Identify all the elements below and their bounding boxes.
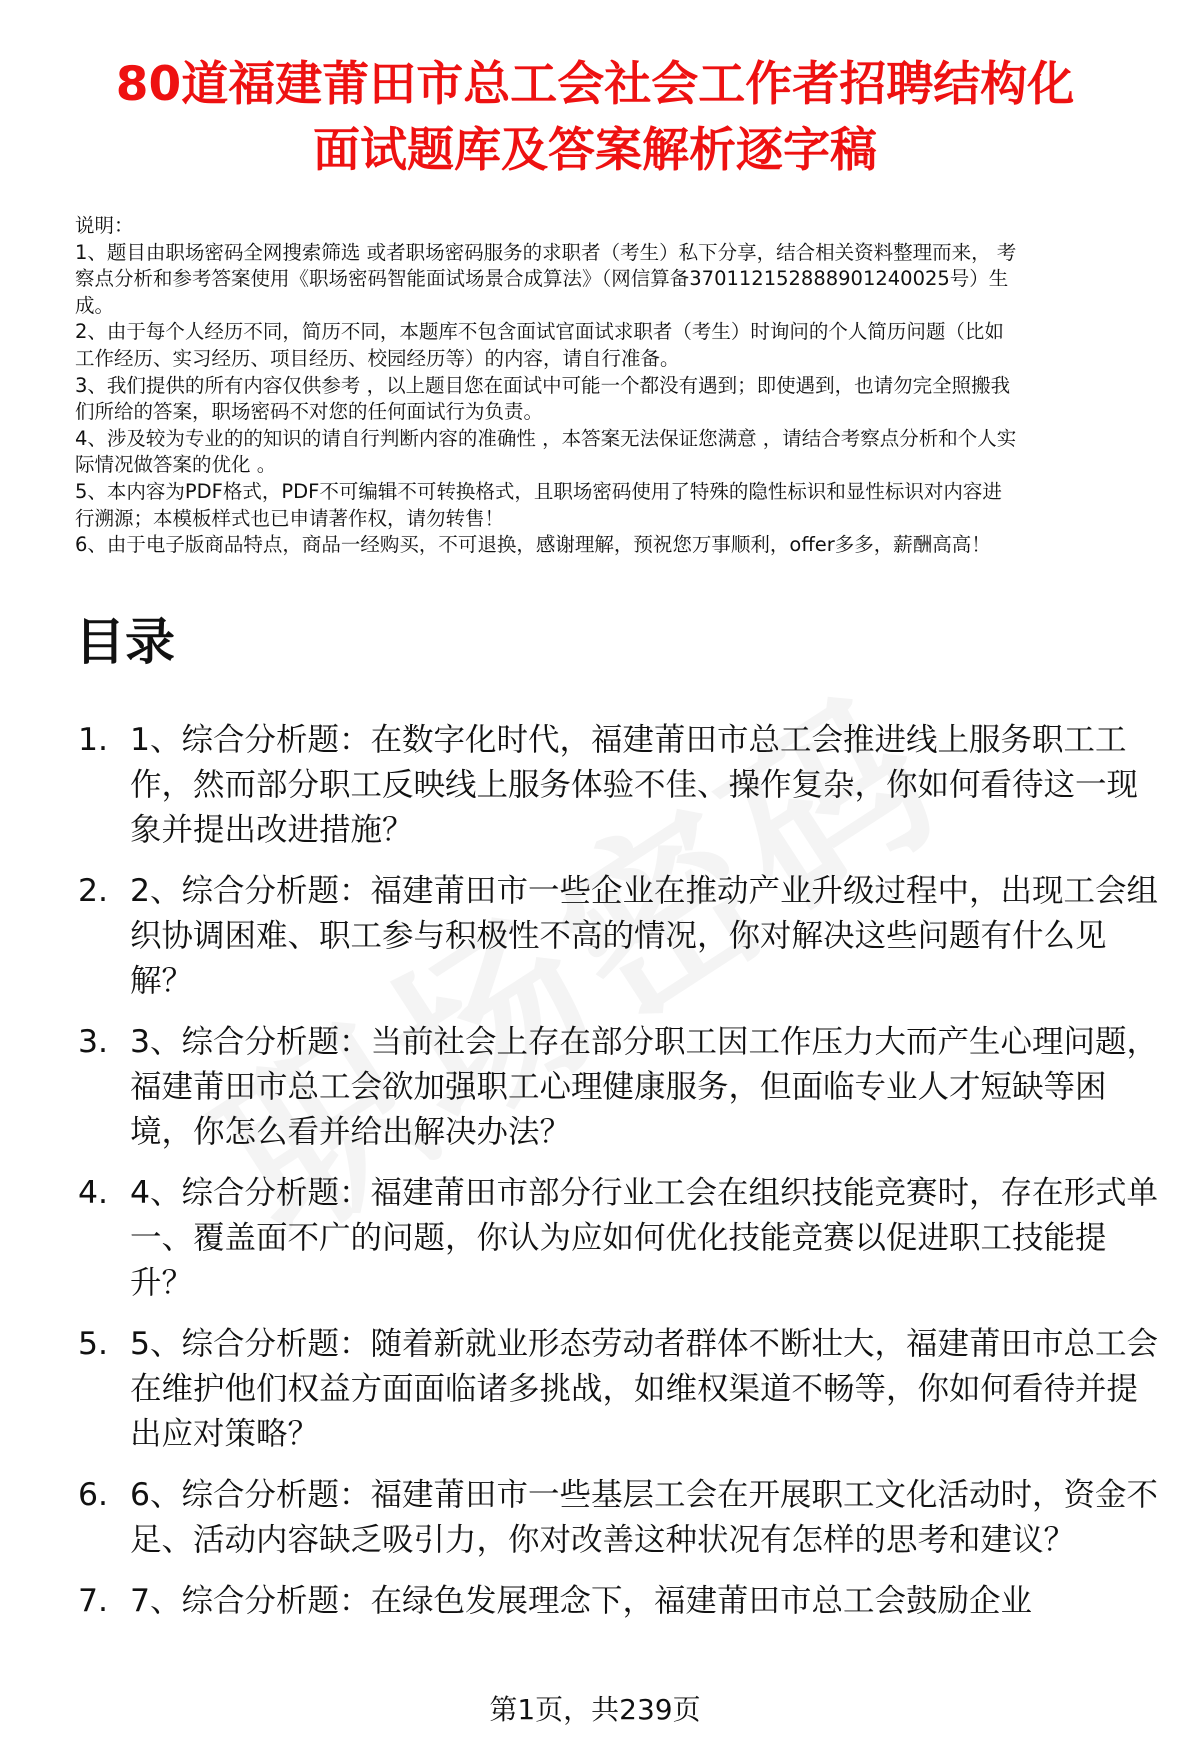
toc-item[interactable] (78, 1322, 1168, 1457)
toc-heading: 目录 (75, 613, 175, 671)
notes-line: 4、涉及较为专业的的知识的请自行判断内容的准确性 ，本答案无法保证您满意 ，请结合考察点分析和个人实 (75, 426, 1017, 450)
toc-item[interactable] (78, 1020, 1168, 1155)
toc-item-text[interactable]: 2、综合分析题：福建莆田市一些企业在推动产业升级过程中，出现工会组织协调困难、职工参与积极性不高的情况，你对解决这些问题有什么见解？ (130, 873, 1159, 999)
notes-heading: 说明： (75, 214, 134, 237)
toc-item[interactable] (78, 1473, 1168, 1563)
toc-item-text[interactable]: 4、综合分析题：福建莆田市部分行业工会在组织技能竞赛时，存在形式单一、覆盖面不广的问题，你认为应如何优化技能竞赛以促进职工技能提升？ (130, 1175, 1159, 1301)
toc-item-number: 3. (78, 1024, 109, 1060)
toc-list (78, 718, 1168, 1640)
toc-item-text[interactable]: 1、综合分析题：在数字化时代，福建莆田市总工会推进线上服务职工工作，然而部分职工反映线上服务体验不佳、操作复杂，你如何看待这一现象并提出改进措施？ (130, 722, 1139, 848)
document-title-line2: 面试题库及答案解析逐字稿 (313, 123, 877, 178)
notes-line: 工作经历、实习经历、项目经历、校园经历等）的内容，请自行准备。 (75, 346, 680, 370)
notes-line: 际情况做答案的优化 。 (75, 453, 277, 477)
toc-item-text[interactable]: 3、综合分析题：当前社会上存在部分职工因工作压力大而产生心理问题，福建莆田市总工会欲加强职工心理健康服务，但面临专业人才短缺等困境，你怎么看并给出解决办法？ (130, 1024, 1159, 1150)
notes-line: 6、由于电子版商品特点，商品一经购买，不可退换，感谢理解，预祝您万事顺利，offer多多，薪酬高高！ (75, 533, 991, 557)
toc-item-number: 7. (78, 1583, 109, 1619)
notes-line: 察点分析和参考答案使用《职场密码智能面试场景合成算法》（网信算备370112152888901240025号）生 (75, 267, 1009, 291)
toc-item-number: 6. (78, 1477, 109, 1513)
page-footer: 第1页，共239页 (489, 1693, 701, 1726)
document-title (60, 52, 1130, 184)
toc-item-number: 1. (78, 722, 109, 758)
toc-item[interactable] (78, 1171, 1168, 1306)
notes-line: 们所给的答案，职场密码不对您的任何面试行为负责。 (75, 400, 544, 424)
toc-item-number: 5. (78, 1326, 109, 1362)
toc-item[interactable] (78, 1579, 1168, 1624)
notes-line: 成。 (75, 293, 115, 317)
toc-item[interactable] (78, 869, 1168, 1004)
toc-item[interactable] (78, 718, 1168, 853)
notes-section (75, 213, 1165, 559)
notes-line: 2、由于每个人经历不同，简历不同，本题库不包含面试官面试求职者（考生）时询问的个人简历问题（比如 (75, 320, 1004, 344)
notes-line: 1、题目由职场密码全网搜索筛选 或者职场密码服务的求职者（考生）私下分享，结合相关资料整理而来， 考 (75, 240, 1017, 264)
notes-line: 行溯源；本模板样式也已申请著作权，请勿转售！ (75, 506, 505, 530)
toc-item-text[interactable]: 5、综合分析题：随着新就业形态劳动者群体不断壮大，福建莆田市总工会在维护他们权益方面面临诸多挑战，如维权渠道不畅等，你如何看待并提出应对策略？ (130, 1326, 1159, 1452)
notes-line: 5、本内容为PDF格式，PDF不可编辑不可转换格式，且职场密码使用了特殊的隐性标识和显性标识对内容进 (75, 479, 1002, 503)
document-title-line1: 80道福建莆田市总工会社会工作者招聘结构化 (115, 57, 1075, 112)
notes-line: 3、我们提供的所有内容仅供参考 ，以上题目您在面试中可能一个都没有遇到；即使遇到，也请勿完全照搬我 (75, 373, 1011, 397)
toc-item-text[interactable]: 7、综合分析题：在绿色发展理念下，福建莆田市总工会鼓励企业 (130, 1583, 1033, 1619)
toc-item-text[interactable]: 6、综合分析题：福建莆田市一些基层工会在开展职工文化活动时，资金不足、活动内容缺乏吸引力，你对改善这种状况有怎样的思考和建议？ (130, 1477, 1159, 1558)
toc-item-number: 2. (78, 873, 109, 909)
toc-item-number: 4. (78, 1175, 109, 1211)
